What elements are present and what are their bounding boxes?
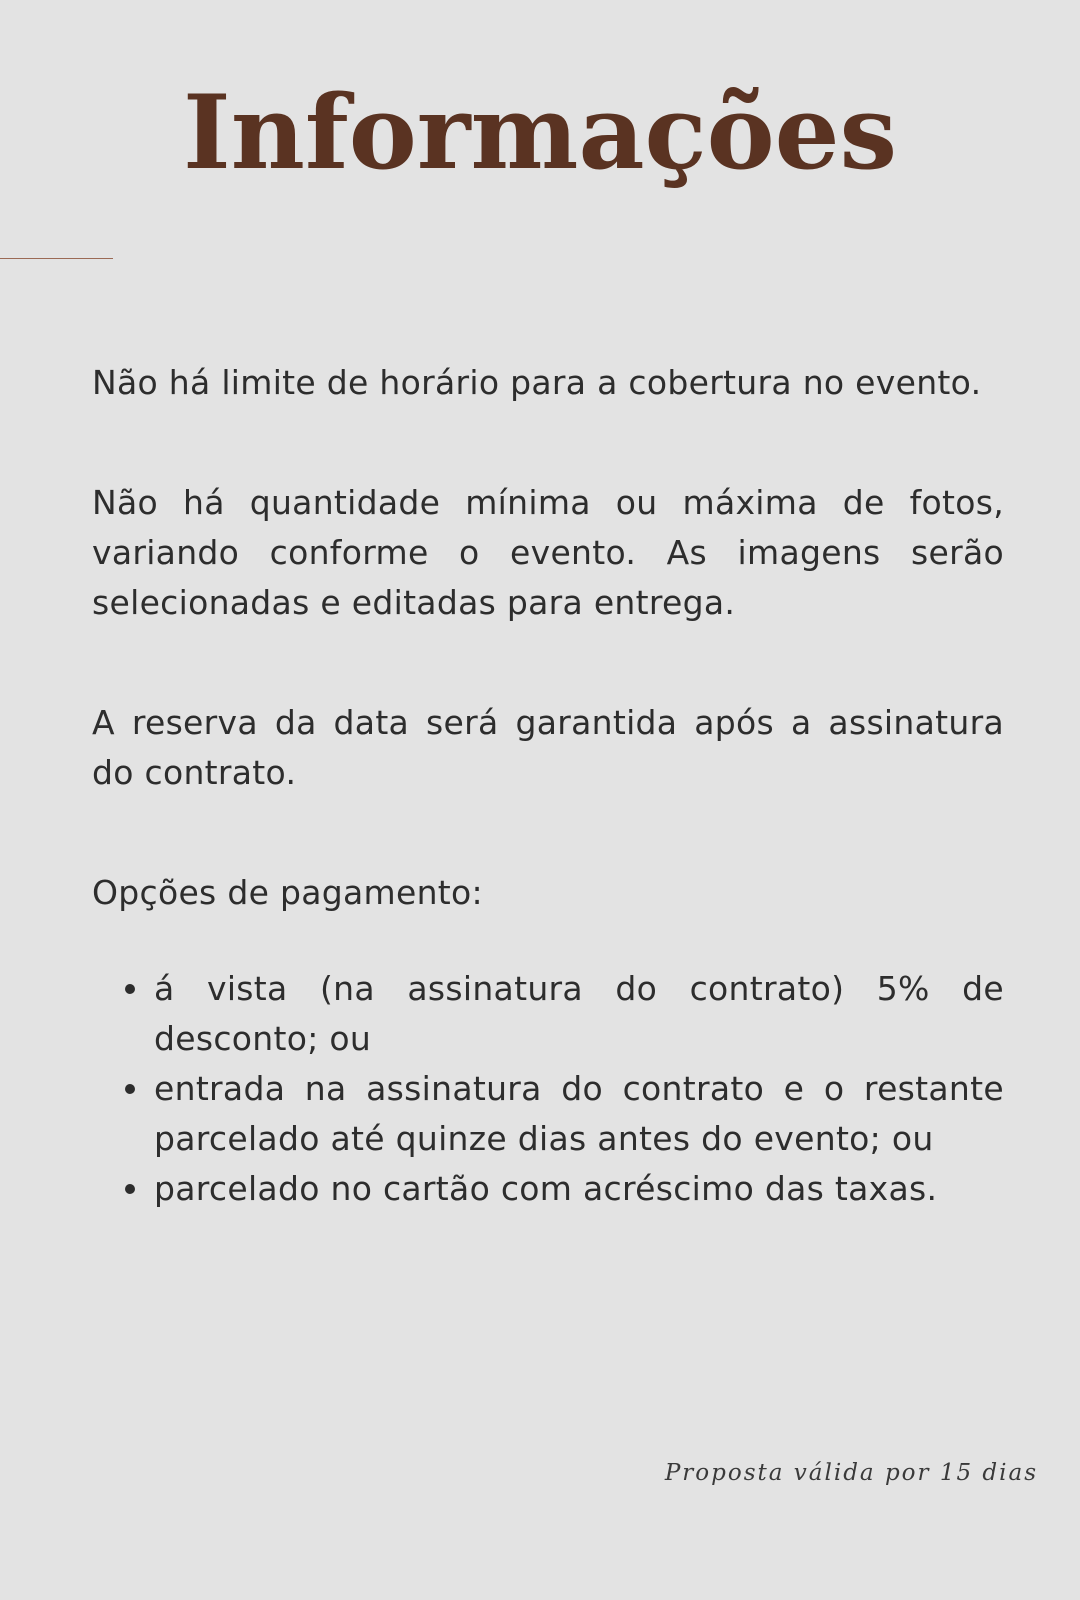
- info-content: [92, 358, 1004, 1214]
- payment-option-card: parcelado no cartão com acréscimo das taxas.: [154, 1164, 1004, 1214]
- payment-option-cash: á vista (na assinatura do contrato) 5% de desconto; ou: [154, 964, 1004, 1064]
- payment-heading: Opções de pagamento:: [92, 873, 483, 912]
- page-title: Informações: [183, 73, 897, 193]
- info-paragraph-hours: Não há limite de horário para a cobertura no evento.: [92, 363, 982, 402]
- payment-option-installment: entrada na assinatura do contrato e o restante parcelado até quinze dias antes do evento; ou: [154, 1064, 1004, 1164]
- info-paragraph-reservation: A reserva da data será garantida após a assinatura do contrato.: [92, 703, 1004, 792]
- payment-options-list: [92, 964, 1004, 1214]
- info-paragraph-photos: Não há quantidade mínima ou máxima de fotos, variando conforme o evento. As imagens serão selecionadas e editadas para entrega.: [92, 483, 1004, 622]
- decorative-divider: [0, 258, 113, 259]
- validity-note: Proposta válida por 15 dias: [664, 1460, 1038, 1486]
